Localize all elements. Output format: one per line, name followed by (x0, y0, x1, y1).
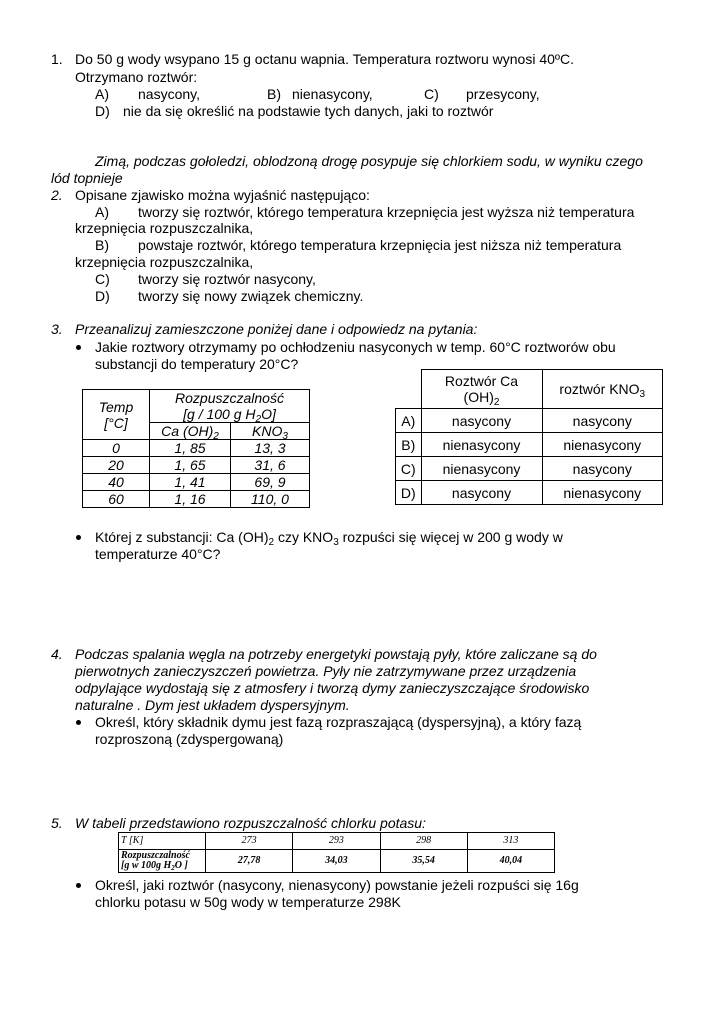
q4-number: 4. (51, 646, 63, 662)
q2-question: Opisane zjawisko można wyjaśnić następująco: (75, 187, 370, 203)
answer-label: D) (396, 481, 422, 505)
q1-option-d: nie da się określić na podstawie tych danych, jaki to roztwór (123, 103, 494, 119)
group-header-line2: [g / 100 g H (183, 406, 256, 422)
answer-label: A) (396, 409, 422, 433)
q3-bullet2-sub2: 3 (333, 537, 339, 548)
q3-bullet2-line1 (95, 529, 563, 546)
solubility-table (82, 389, 310, 508)
caoh2-cell: 1, 65 (150, 457, 231, 474)
kno3-cell: 69, 9 (231, 474, 310, 491)
q2-option-a-label: A) (95, 204, 109, 220)
caoh2-col-sub: 2 (213, 431, 219, 442)
q2-option-d-label: D) (95, 288, 110, 304)
kcl-temp-cell: 273 (206, 833, 293, 850)
answer-corner-cell (396, 370, 422, 409)
answer-kno3-header-sub: 3 (639, 389, 646, 400)
answer-caoh2-cell: nienasycony (421, 457, 542, 481)
q4-bullet-line1: Określ, który składnik dymu jest fazą rozpraszającą (dyspersyjną), a który fazą (95, 714, 582, 730)
q2-number: 2. (51, 187, 63, 203)
answer-table (395, 369, 663, 505)
kno3-cell: 110, 0 (231, 491, 310, 508)
q3-bullet2-part1: Której z substancji: Ca (OH) (95, 529, 269, 545)
group-header-sub: 2 (255, 414, 262, 425)
temp-cell: 0 (83, 440, 150, 457)
table-row (83, 457, 310, 474)
caoh2-cell: 1, 41 (150, 474, 231, 491)
group-header-end: O] (261, 406, 276, 422)
caoh2-cell: 1, 16 (150, 491, 231, 508)
q3-bullet2-part2: czy KNO (274, 529, 334, 545)
kcl-value-cell: 27,78 (206, 850, 293, 873)
q4-text-line2: pierwotnych zanieczyszczeń powietrza. Pyły nie zatrzymywane przez urządzenia (75, 663, 577, 679)
kcl-value-cell: 34,03 (293, 850, 380, 873)
kcl-temp-cell: 293 (293, 833, 380, 850)
answer-caoh2-header-sub: 2 (493, 397, 500, 408)
q2-option-a-line1: tworzy się roztwór, którego temperatura krzepnięcia jest wyższa niż temperatura (138, 204, 635, 220)
q3-bullet2-line2: temperaturze 40°C? (95, 546, 221, 562)
answer-caoh2-header (421, 370, 542, 409)
q2-intro-line1: Zimą, podczas gołoledzi, oblodzoną drogę posypuje się chlorkiem sodu, w wyniku czego (95, 153, 643, 169)
answer-caoh2-cell: nasycony (421, 409, 542, 433)
temp-header-line2: [°C] (104, 414, 128, 431)
table-row (396, 457, 663, 481)
kno3-col-sub: 3 (282, 431, 288, 442)
kcl-solubility-label (119, 850, 206, 873)
q2-option-c: tworzy się roztwór nasycony, (138, 271, 316, 287)
bullet-icon (76, 345, 81, 350)
answer-label: B) (396, 433, 422, 457)
table-row (83, 474, 310, 491)
answer-caoh2-cell: nasycony (421, 481, 542, 505)
answer-kno3-cell: nienasycony (542, 481, 663, 505)
q3-question: Przeanalizuj zamieszczone poniżej dane i odpowiedz na pytania: (75, 321, 478, 337)
q4-text-line3: odpylające wydostają się z atmosfery i tworzą dymy zanieczyszczające środowisko (75, 680, 590, 696)
q5-number: 5. (51, 815, 63, 831)
q1-option-a: nasycony, (138, 86, 200, 102)
q1-text-line1: Do 50 g wody wsypano 15 g octanu wapnia. Temperatura roztworu wynosi 40ºC. (75, 51, 575, 67)
q5-bullet-line1: Określ, jaki roztwór (nasycony, nienasycony) powstanie jeżeli rozpuści się 16g (95, 877, 579, 893)
answer-kno3-header (542, 370, 663, 409)
bullet-icon (76, 883, 81, 888)
kcl-temp-cell: 298 (380, 833, 467, 850)
q2-option-d: tworzy się nowy związek chemiczny. (138, 288, 364, 304)
table-row (119, 850, 555, 873)
kcl-solubility-label-line1: Rozpuszczalność (121, 850, 190, 861)
answer-kno3-header-main: roztwór KNO (559, 381, 640, 397)
kcl-solubility-label-line2: [g w 100g H (121, 860, 172, 871)
kcl-solubility-table (118, 832, 555, 873)
q2-option-b-label: B) (95, 237, 109, 253)
q1-option-c: przesycony, (466, 86, 540, 102)
kno3-cell: 31, 6 (231, 457, 310, 474)
kcl-temp-cell: 313 (467, 833, 554, 850)
answer-kno3-cell: nasycony (542, 457, 663, 481)
q2-intro-line2: lód topnieje (51, 170, 123, 186)
table-row (83, 491, 310, 508)
kcl-solubility-label-sub: 2 (171, 864, 175, 872)
q5-bullet-line2: chlorku potasu w 50g wody w temperaturze 298K (95, 894, 401, 910)
bullet-icon (76, 535, 81, 540)
q1-number: 1. (51, 51, 63, 67)
q4-text-line1: Podczas spalania węgla na potrzeby energetyki powstają pyły, które zaliczane są do (75, 646, 597, 662)
q1-option-c-label: C) (424, 86, 439, 102)
q2-option-c-label: C) (95, 271, 110, 287)
kno3-col-header (231, 423, 310, 440)
q1-option-a-label: A) (95, 86, 109, 102)
q3-bullet1-line1: Jakie roztwory otrzymamy po ochłodzeniu nasyconych w temp. 60°C roztworów obu (95, 339, 616, 355)
q3-number: 3. (51, 321, 63, 337)
kno3-col-main: KNO (252, 423, 283, 439)
kno3-cell: 13, 3 (231, 440, 310, 457)
solubility-group-header (150, 390, 310, 423)
kcl-solubility-label-end: O ] (174, 860, 188, 871)
q1-option-d-label: D) (95, 103, 110, 119)
table-row (396, 433, 663, 457)
answer-caoh2-header-line2: (OH) (463, 389, 494, 405)
kcl-value-cell: 35,54 (380, 850, 467, 873)
answer-kno3-cell: nasycony (542, 409, 663, 433)
table-row (396, 409, 663, 433)
answer-kno3-cell: nienasycony (542, 433, 663, 457)
answer-label: C) (396, 457, 422, 481)
q2-option-b-line2: krzepnięcia rozpuszczalnika, (75, 254, 254, 270)
kcl-value-cell: 40,04 (467, 850, 554, 873)
q4-text-line4: naturalne . Dym jest układem dyspersyjnym. (75, 697, 350, 713)
temp-cell: 60 (83, 491, 150, 508)
caoh2-col-header (150, 423, 231, 440)
q3-bullet2-sub1: 2 (268, 537, 275, 548)
q4-bullet-line2: rozproszoną (zdyspergowaną) (95, 731, 284, 747)
q1-text-line2: Otrzymano roztwór: (75, 69, 198, 85)
q3-bullet2-part3: rozpuści się więcej w 200 g wody w (338, 529, 563, 545)
table-row (119, 833, 555, 850)
temp-cell: 40 (83, 474, 150, 491)
q2-option-b-line1: powstaje roztwór, którego temperatura krzepnięcia jest niższa niż temperatura (138, 237, 622, 253)
caoh2-col-main: Ca (OH) (161, 423, 214, 439)
q3-bullet1-line2: substancji do temperatury 20°C? (95, 356, 299, 372)
caoh2-cell: 1, 85 (150, 440, 231, 457)
answer-caoh2-cell: nienasycony (421, 433, 542, 457)
table-row (83, 440, 310, 457)
q5-title: W tabeli przedstawiono rozpuszczalność chlorku potasu: (75, 815, 426, 831)
table-row (396, 481, 663, 505)
q1-option-b-label: B) (267, 86, 281, 102)
temp-header (83, 390, 150, 440)
q1-option-b: nienasycony, (292, 86, 373, 102)
bullet-icon (76, 720, 81, 725)
kcl-temp-label: T [K] (119, 833, 206, 850)
answer-caoh2-header-line1: Roztwór Ca (444, 373, 519, 389)
temp-cell: 20 (83, 457, 150, 474)
temp-header-line1: Temp (98, 398, 134, 415)
q2-option-a-line2: krzepnięcia rozpuszczalnika, (75, 220, 254, 236)
group-header-line1: Rozpuszczalność (175, 390, 284, 406)
